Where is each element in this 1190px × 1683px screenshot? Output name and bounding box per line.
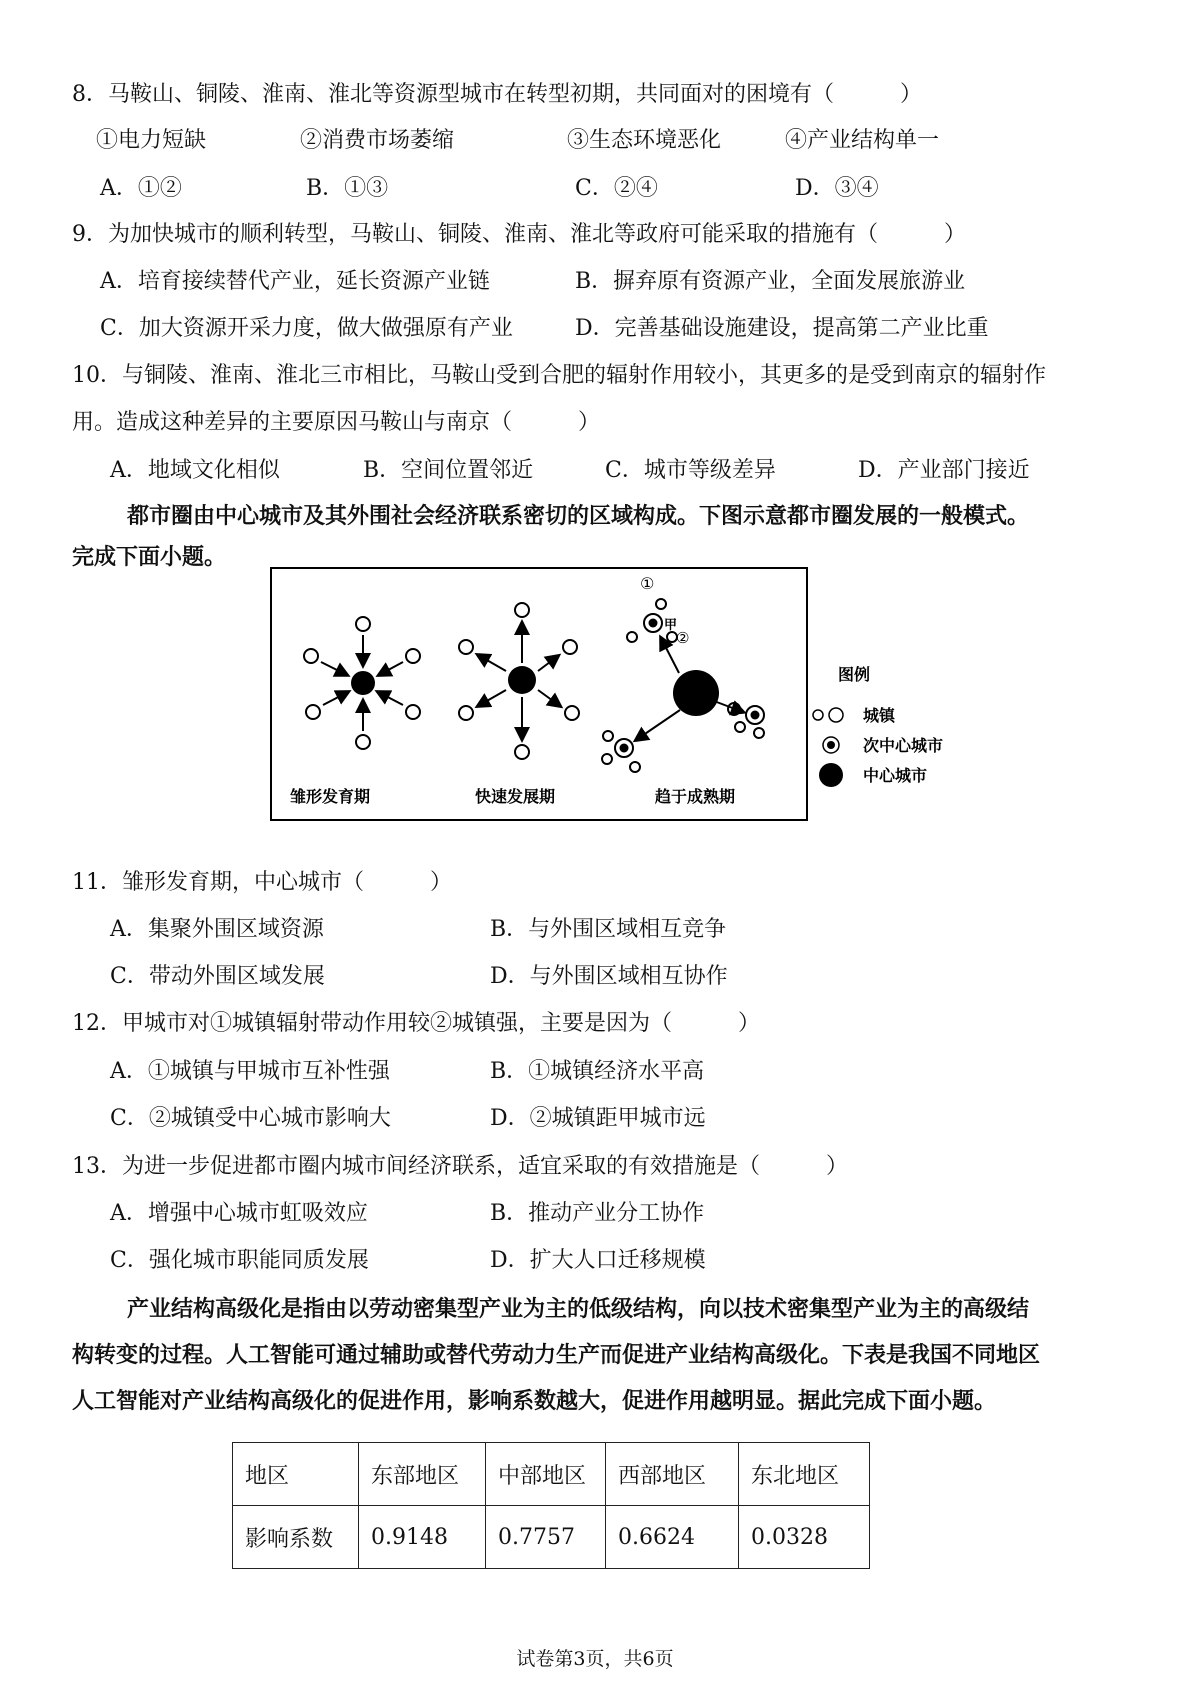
- q8-item-3: ③生态环境恶化: [567, 128, 722, 153]
- town-marker: [602, 754, 612, 764]
- intro2-line2: 构转变的过程。人工智能可通过辅助或替代劳动力生产而促进产业结构高级化。下表是我国不同地区: [72, 1342, 1041, 1368]
- town-marker: [603, 731, 613, 741]
- q8-option-b: B．①③: [306, 176, 389, 201]
- marker-1-label: ①: [640, 574, 655, 593]
- town-marker: [627, 632, 637, 642]
- q8-option-a: A．①②: [100, 176, 182, 201]
- q8-option-c: C．②④: [575, 176, 658, 201]
- table-header-row: [233, 1443, 870, 1506]
- q9-option-b: B．摒弃原有资源产业，全面发展旅游业: [575, 269, 966, 294]
- town-marker: [515, 603, 529, 617]
- intro2-line3: 人工智能对产业结构高级化的促进作用，影响系数越大，促进作用越明显。据此完成下面小题。: [72, 1388, 997, 1414]
- intro1-line2: 完成下面小题。: [72, 544, 227, 570]
- town-marker: [735, 722, 745, 732]
- ai-impact-coefficient-table: [232, 1442, 870, 1569]
- legend: [808, 660, 988, 790]
- table-cell: 0.9148: [359, 1506, 486, 1569]
- q11-option-c: C．带动外围区域发展: [110, 964, 325, 989]
- marker-jia-label: 甲: [664, 618, 678, 633]
- table-header-cell: 东北地区: [739, 1443, 870, 1506]
- town-marker: [406, 705, 420, 719]
- stage-label-2: 快速发展期: [475, 787, 556, 806]
- table-header-cell: 西部地区: [606, 1443, 739, 1506]
- legend-town-label: 城镇: [863, 706, 896, 725]
- town-1-marker: [656, 599, 666, 609]
- q13-option-a: A．增强中心城市虹吸效应: [110, 1201, 368, 1226]
- town-marker: [563, 640, 577, 654]
- q11-option-a: A．集聚外围区域资源: [110, 917, 324, 942]
- town-marker: [356, 617, 370, 631]
- q11-option-d: D．与外围区域相互协作: [490, 964, 728, 989]
- q8-option-d: D．③④: [795, 176, 879, 201]
- q10-option-b: B．空间位置邻近: [363, 458, 534, 483]
- central-city-marker: [351, 671, 375, 695]
- table-cell: 影响系数: [233, 1506, 359, 1569]
- q10-stem-line2: 用。造成这种差异的主要原因马鞍山与南京（ ）: [72, 410, 601, 435]
- q10-option-a: A．地域文化相似: [110, 458, 280, 483]
- q8-item-1: ①电力短缺: [96, 128, 207, 153]
- legend-title: 图例: [838, 665, 871, 684]
- q10-stem-line1: 10．与铜陵、淮南、淮北三市相比，马鞍山受到合肥的辐射作用较小，其更多的是受到南京的辐射作: [72, 363, 1046, 388]
- q13-stem: 13．为进一步促进都市圈内城市间经济联系，适宜采取的有效措施是（ ）: [72, 1154, 848, 1179]
- q9-option-c: C．加大资源开采力度，做大做强原有产业: [100, 316, 513, 341]
- table-cell: 0.0328: [739, 1506, 870, 1569]
- town-marker: [459, 706, 473, 720]
- stage-label-3: 趋于成熟期: [655, 787, 736, 806]
- marker-2-label: ②: [676, 629, 690, 647]
- table-header-cell: 中部地区: [486, 1443, 606, 1506]
- town-marker: [459, 640, 473, 654]
- town-marker: [304, 649, 318, 663]
- town-marker: [565, 706, 579, 720]
- town-marker: [356, 735, 370, 749]
- legend-sub-center-label: 次中心城市: [863, 736, 944, 755]
- table-header-cell: 地区: [233, 1443, 359, 1506]
- table-row: [233, 1506, 870, 1569]
- q12-option-a: A．①城镇与甲城市互补性强: [110, 1059, 390, 1084]
- q10-option-d: D．产业部门接近: [858, 458, 1030, 483]
- q11-option-b: B．与外围区域相互竞争: [490, 917, 727, 942]
- q12-stem: 12．甲城市对①城镇辐射带动作用较②城镇强，主要是因为（ ）: [72, 1011, 760, 1036]
- town-marker: [630, 762, 640, 772]
- q9-option-a: A．培育接续替代产业，延长资源产业链: [100, 269, 490, 294]
- q8-item-4: ④产业结构单一: [785, 128, 940, 153]
- legend-central-city-icon: [819, 763, 843, 787]
- q10-option-c: C．城市等级差异: [605, 458, 776, 483]
- table-cell: 0.7757: [486, 1506, 606, 1569]
- intro2-line1: 产业结构高级化是指由以劳动密集型产业为主的低级结构，向以技术密集型产业为主的高级结: [127, 1296, 1030, 1322]
- town-marker: [406, 649, 420, 663]
- table-header-cell: 东部地区: [359, 1443, 486, 1506]
- intro1-line1: 都市圈由中心城市及其外围社会经济联系密切的区域构成。下图示意都市圈发展的一般模式。: [127, 503, 1030, 529]
- central-city-marker: [673, 670, 719, 716]
- q12-option-c: C．②城镇受中心城市影响大: [110, 1106, 391, 1131]
- central-city-marker: [508, 666, 536, 694]
- page-footer: 试卷第3页，共6页: [516, 1648, 674, 1670]
- q13-option-c: C．强化城市职能同质发展: [110, 1248, 369, 1273]
- q13-option-b: B．推动产业分工协作: [490, 1201, 705, 1226]
- figure-frame: [271, 568, 807, 820]
- q12-option-b: B．①城镇经济水平高: [490, 1059, 705, 1084]
- stage-label-1: 雏形发育期: [290, 787, 371, 806]
- town-marker: [306, 705, 320, 719]
- legend-town-icon: [813, 710, 823, 720]
- q8-item-2: ②消费市场萎缩: [300, 128, 455, 153]
- q13-option-d: D．扩大人口迁移规模: [490, 1248, 706, 1273]
- legend-central-city-label: 中心城市: [863, 766, 928, 785]
- town-marker: [754, 728, 764, 738]
- q9-stem: 9．为加快城市的顺利转型，马鞍山、铜陵、淮南、淮北等政府可能采取的措施有（ ）: [72, 222, 967, 247]
- q8-stem: 8．马鞍山、铜陵、淮南、淮北等资源型城市在转型初期，共同面对的困境有（ ）: [72, 82, 922, 107]
- q9-option-d: D．完善基础设施建设，提高第二产业比重: [575, 316, 989, 341]
- table-cell: 0.6624: [606, 1506, 739, 1569]
- metro-area-development-diagram: [270, 567, 808, 821]
- q11-stem: 11．雏形发育期，中心城市（ ）: [72, 870, 452, 895]
- town-marker: [515, 745, 529, 759]
- q12-option-d: D．②城镇距甲城市远: [490, 1106, 706, 1131]
